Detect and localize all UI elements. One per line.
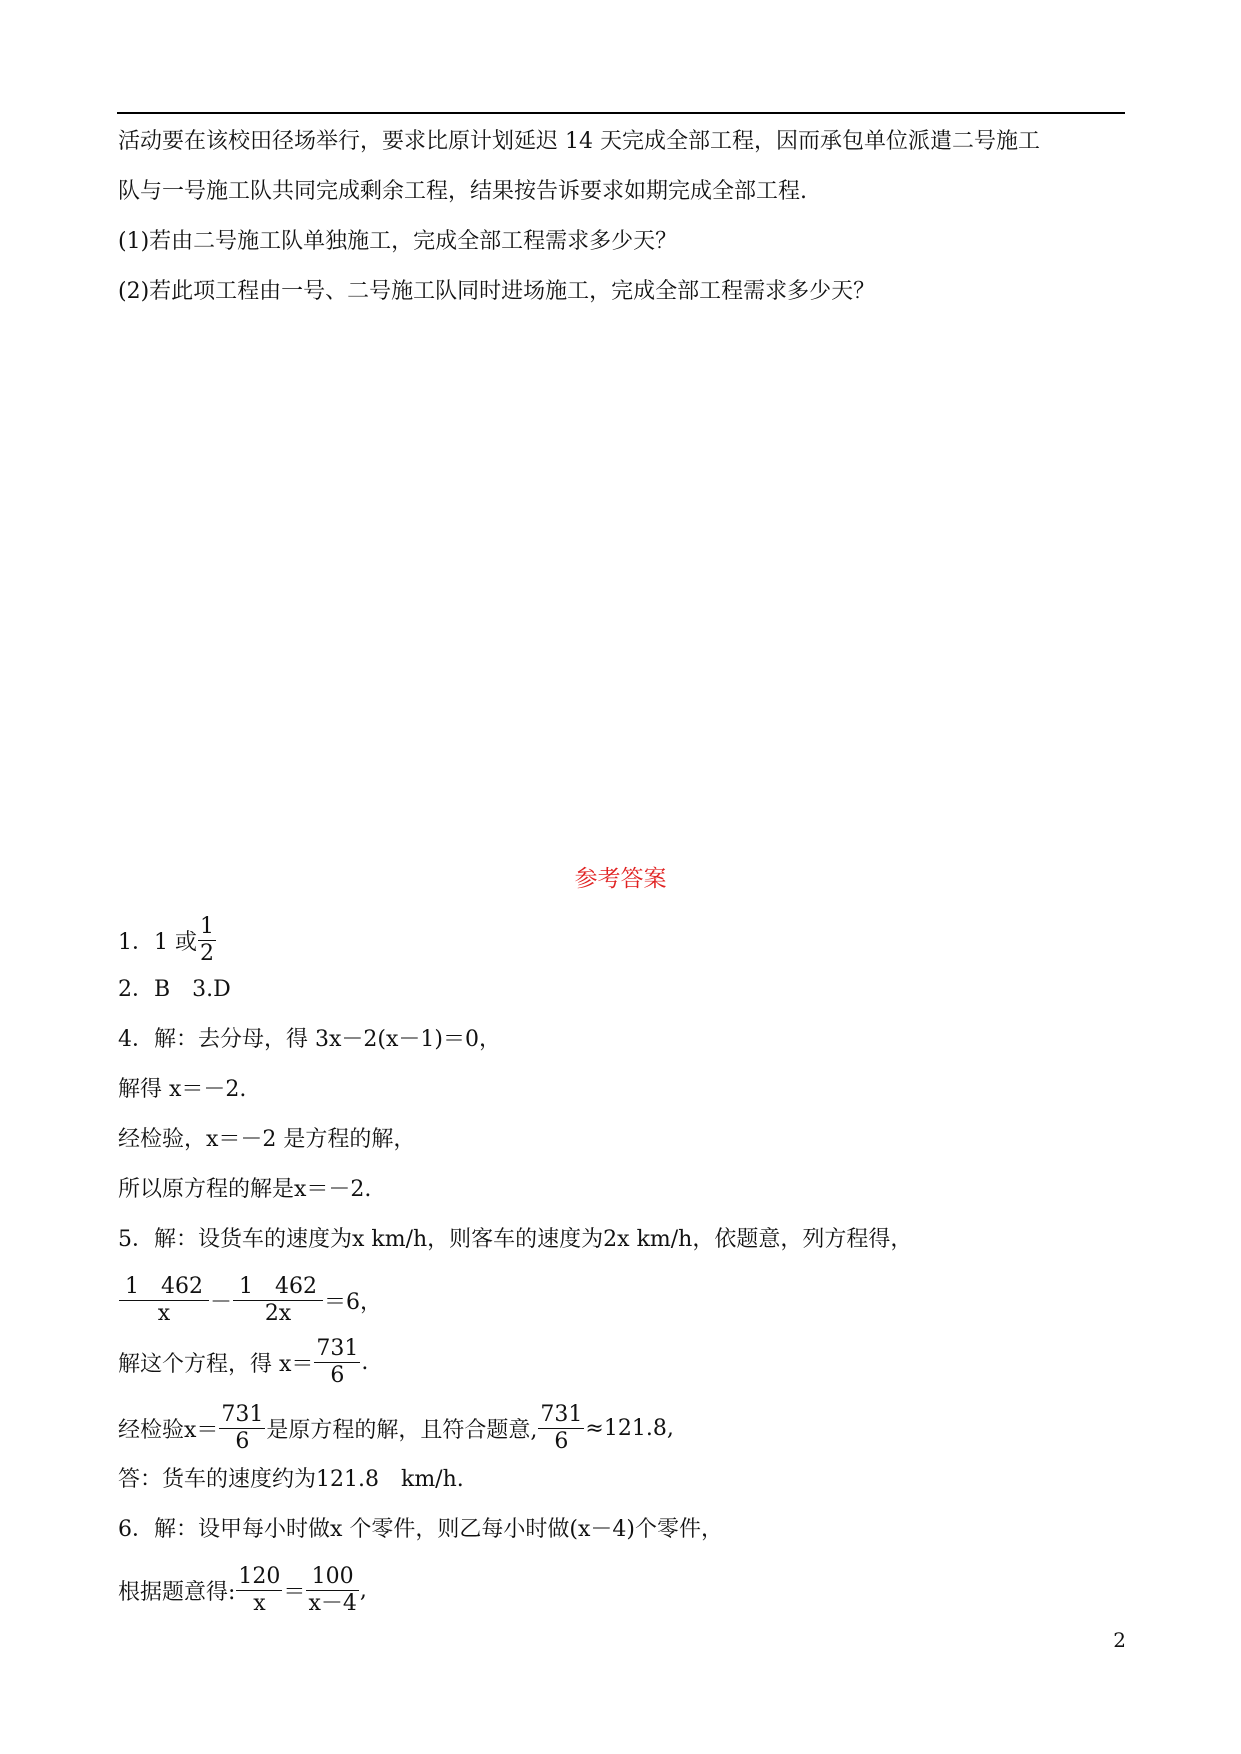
fraction-numerator: 1 462 [233, 1274, 323, 1301]
fraction-denominator: 6 [330, 1362, 345, 1388]
answers-heading: 参考答案 [574, 866, 667, 892]
page-number: 2 [1113, 1628, 1126, 1652]
minus-sign: － [210, 1289, 233, 1315]
equals-sign: ＝ [283, 1579, 306, 1605]
answer-5-line-1: 5．解：设货车的速度为x km/h，则客车的速度为2x km/h，依题意，列方程得， [118, 1227, 913, 1252]
equation-prefix: 根据题意得: [118, 1579, 236, 1605]
header-rule [117, 112, 1125, 114]
answer-4-line-2: 解得 x＝－2. [118, 1077, 247, 1102]
equation-rhs: ＝6， [324, 1289, 383, 1315]
fraction-denominator: x [253, 1590, 266, 1616]
answer-5-solution [118, 1332, 368, 1392]
answer-5-equation [118, 1270, 382, 1330]
fraction-denominator: x－4 [308, 1590, 357, 1616]
fraction-denominator: x [157, 1300, 171, 1326]
fraction-denominator: 6 [554, 1428, 569, 1454]
answer-4-line-1: 4．解：去分母，得 3x－2(x－1)＝0， [118, 1027, 501, 1052]
fraction-numerator: 120 [238, 1563, 281, 1589]
answer-5-conclusion: 答：货车的速度约为121.8 km/h. [118, 1467, 464, 1492]
fraction-731-over-6 [314, 1336, 360, 1389]
problem-line-2: 队与一号施工队共同完成剩余工程，结果按告诉要求如期完成全部工程. [118, 179, 807, 204]
question-2: (2)若此项工程由一号、二号施工队同时进场施工，完成全部工程需求多少天？ [118, 279, 876, 304]
solution-suffix: . [361, 1349, 369, 1375]
check-suffix: ≈121.8, [585, 1415, 674, 1441]
fraction-numerator: 731 [540, 1401, 583, 1427]
check-middle: 是原方程的解，且符合题意, [266, 1417, 538, 1443]
answer-2-3: 2．B 3.D [118, 977, 231, 1002]
solution-prefix: 解这个方程，得 x＝ [118, 1351, 314, 1377]
fraction-denominator: 6 [235, 1428, 250, 1454]
answer-1 [118, 910, 217, 970]
fraction-numerator: 1 462 [119, 1274, 209, 1301]
fraction-120-over-x [236, 1564, 282, 1617]
fraction-numerator: 731 [316, 1335, 359, 1361]
answer-5-check [118, 1398, 674, 1458]
fraction-numerator: 100 [306, 1564, 358, 1591]
fraction-denominator: 2 [200, 940, 214, 966]
answer-4-line-4: 所以原方程的解是x＝－2. [118, 1177, 372, 1202]
fraction-100-over-x-minus-4 [306, 1564, 358, 1617]
answer-1-prefix: 1．1 或 [118, 929, 197, 955]
check-prefix: 经检验x＝ [118, 1417, 219, 1443]
answer-6-line-1: 6．解：设甲每小时做x 个零件，则乙每小时做(x－4)个零件， [118, 1517, 723, 1542]
fraction-462-over-x [119, 1274, 209, 1327]
answer-4-line-3: 经检验，x＝－2 是方程的解， [118, 1127, 416, 1152]
fraction-numerator: 1 [200, 913, 214, 939]
fraction-731-over-6-approx [538, 1402, 584, 1455]
question-1: (1)若由二号施工队单独施工，完成全部工程需求多少天？ [118, 229, 678, 254]
fraction-one-half [198, 914, 216, 967]
equation-suffix: , [359, 1577, 367, 1603]
fraction-462-over-2x [233, 1274, 323, 1327]
problem-line-1: 活动要在该校田径场举行，要求比原计划延迟 14 天完成全部工程，因而承包单位派遣二号施工 [118, 129, 1040, 154]
fraction-numerator: 731 [221, 1401, 264, 1427]
fraction-731-over-6 [219, 1402, 265, 1455]
answer-6-equation [118, 1560, 367, 1620]
fraction-denominator: 2x [264, 1300, 292, 1326]
